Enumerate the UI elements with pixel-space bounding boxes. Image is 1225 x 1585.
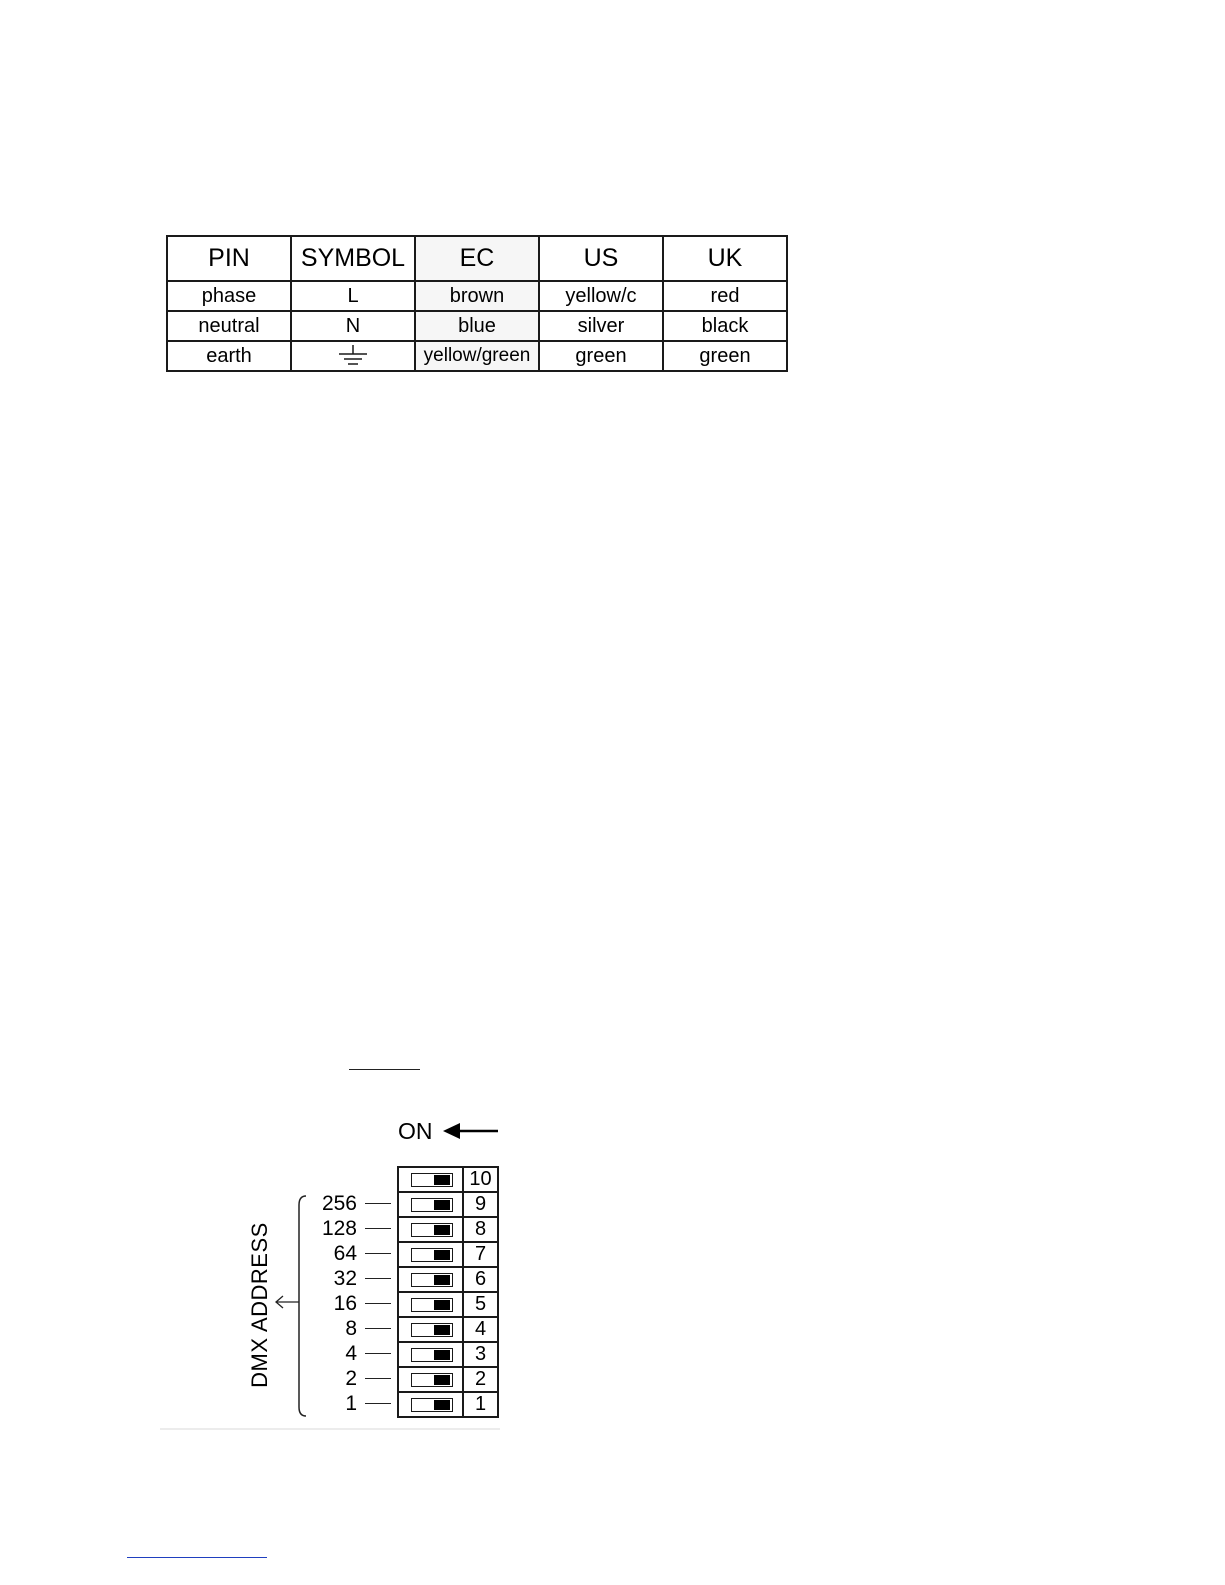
dip-switch-row [399, 1368, 497, 1393]
address-value: 8 [345, 1316, 357, 1340]
cell-pin: earth [167, 341, 291, 371]
cell-uk: black [663, 311, 787, 341]
dip-switch-row [399, 1318, 497, 1343]
cell-us: green [539, 341, 663, 371]
cell-uk: green [663, 341, 787, 371]
cell-us: silver [539, 311, 663, 341]
cell-pin: phase [167, 281, 291, 311]
address-value: 32 [333, 1266, 357, 1290]
cell-ec: brown [415, 281, 539, 311]
switch-number: 5 [474, 1293, 487, 1315]
header-uk: UK [663, 236, 787, 281]
underline-mark [349, 1069, 420, 1070]
header-symbol: SYMBOL [291, 236, 415, 281]
list-item [300, 1316, 395, 1341]
dip-switch[interactable] [399, 1368, 464, 1391]
footer-link-underline[interactable] [127, 1557, 267, 1558]
dip-switch-row [399, 1268, 497, 1293]
switch-number: 6 [474, 1268, 487, 1290]
address-value: 16 [333, 1291, 357, 1315]
switch-number: 1 [474, 1393, 487, 1415]
header-ec: EC [415, 236, 539, 281]
cell-pin: neutral [167, 311, 291, 341]
address-value-list [300, 1191, 395, 1416]
on-label: ON [398, 1118, 433, 1144]
dip-switch[interactable] [399, 1343, 464, 1366]
list-item [300, 1266, 395, 1291]
address-value: 128 [321, 1216, 357, 1240]
table-row [167, 311, 787, 341]
dip-switch-bank [397, 1166, 499, 1418]
switch-number: 8 [474, 1218, 487, 1240]
list-item [300, 1341, 395, 1366]
switch-knob [434, 1275, 450, 1285]
address-value: 4 [345, 1341, 357, 1365]
switch-number: 2 [474, 1368, 487, 1390]
dip-switch-diagram [160, 1110, 505, 1430]
dip-switch-row [399, 1243, 497, 1268]
switch-number: 9 [474, 1193, 487, 1215]
table-header-row [167, 236, 787, 281]
switch-knob [434, 1175, 450, 1185]
address-value: 256 [321, 1191, 357, 1215]
list-item [300, 1216, 395, 1241]
switch-knob [434, 1375, 450, 1385]
table-row [167, 281, 787, 311]
dip-switch[interactable] [399, 1218, 464, 1241]
switch-knob [434, 1200, 450, 1210]
header-us: US [539, 236, 663, 281]
switch-number: 4 [474, 1318, 487, 1340]
switch-knob [434, 1325, 450, 1335]
list-item [300, 1241, 395, 1266]
dmx-address-label: DMX ADDRESS [247, 1222, 272, 1388]
address-value: 64 [333, 1241, 357, 1265]
dip-switch-row [399, 1193, 497, 1218]
address-value: 2 [345, 1366, 357, 1390]
dip-switch-row [399, 1218, 497, 1243]
dip-switch[interactable] [399, 1168, 464, 1191]
switch-number: 7 [474, 1243, 487, 1265]
switch-knob [434, 1250, 450, 1260]
earth-ground-icon [338, 345, 368, 367]
cell-uk: red [663, 281, 787, 311]
dip-switch[interactable] [399, 1318, 464, 1341]
dip-switch[interactable] [399, 1268, 464, 1291]
switch-knob [434, 1400, 450, 1410]
header-pin: PIN [167, 236, 291, 281]
address-value: 1 [345, 1391, 357, 1415]
cell-symbol: L [291, 281, 415, 311]
switch-number: 3 [474, 1343, 487, 1365]
list-item [300, 1366, 395, 1391]
list-item [300, 1391, 395, 1416]
wiring-table [166, 235, 788, 372]
cell-ec: yellow/green [415, 341, 539, 371]
cell-symbol [291, 341, 415, 371]
table-row [167, 341, 787, 371]
dip-switch[interactable] [399, 1293, 464, 1316]
cell-us: yellow/c [539, 281, 663, 311]
list-item [300, 1291, 395, 1316]
cell-ec: blue [415, 311, 539, 341]
switch-knob [434, 1225, 450, 1235]
dip-switch[interactable] [399, 1393, 464, 1416]
switch-knob [434, 1350, 450, 1360]
list-item [300, 1191, 395, 1216]
divider [160, 1428, 500, 1430]
dip-switch-row [399, 1168, 497, 1193]
dip-switch[interactable] [399, 1193, 464, 1216]
dip-switch[interactable] [399, 1243, 464, 1266]
switch-knob [434, 1300, 450, 1310]
cell-symbol: N [291, 311, 415, 341]
switch-number: 10 [469, 1168, 492, 1190]
arrow-left-icon [443, 1120, 499, 1142]
dip-switch-row [399, 1393, 497, 1418]
dip-switch-row [399, 1343, 497, 1368]
dip-switch-row [399, 1293, 497, 1318]
